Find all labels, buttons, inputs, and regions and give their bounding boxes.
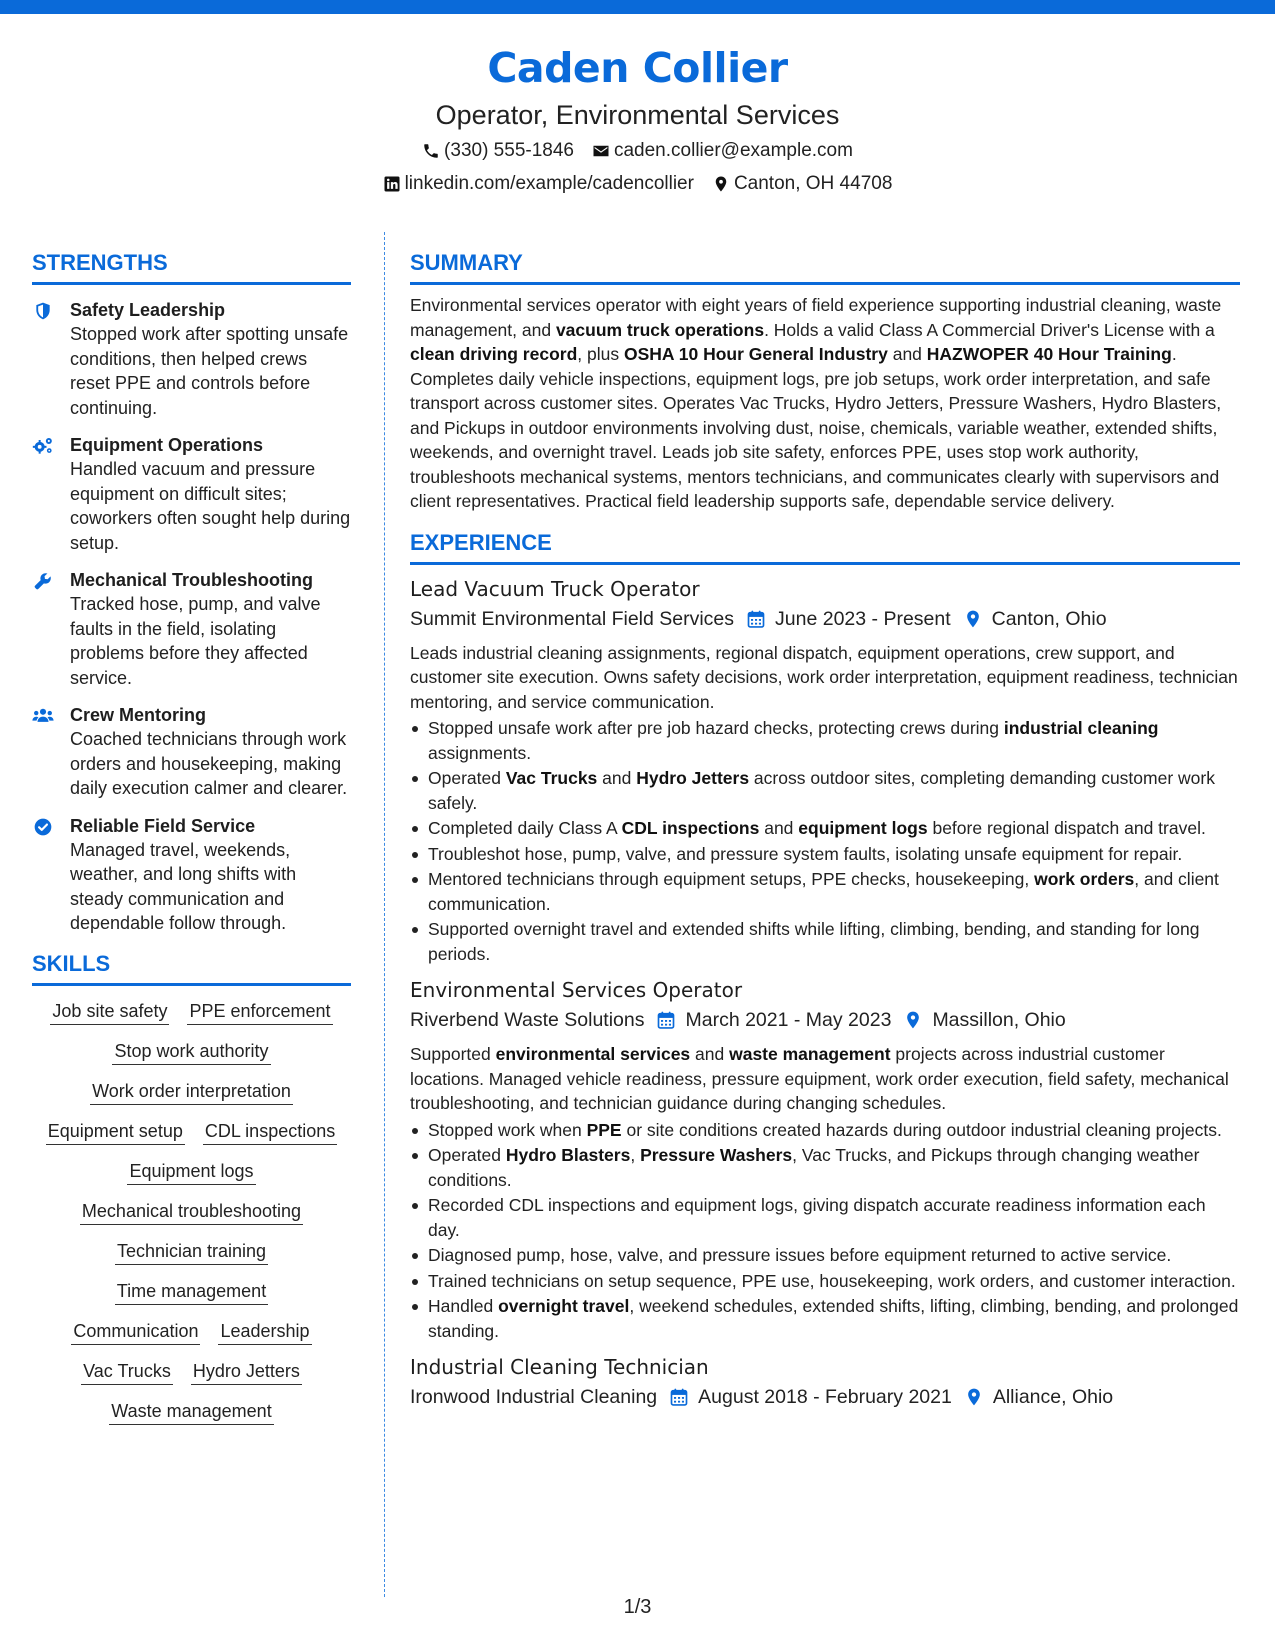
skill-row — [32, 1358, 351, 1385]
phone-text: (330) 555-1846 — [444, 140, 574, 161]
bullet-item: Supported overnight travel and extended shifts while lifting, climbing, bending, and standing for long periods. — [410, 917, 1240, 966]
calendar-icon — [669, 1387, 689, 1407]
job-description: Leads industrial cleaning assignments, regional dispatch, equipment operations, crew support, and customer site execution. Owns safety decisions, work order interpretation, equipment readiness, technician mentoring, and service communication. — [410, 642, 1238, 712]
strength-item — [32, 814, 351, 936]
summary-heading: SUMMARY — [410, 250, 523, 275]
bullet-item: Diagnosed pump, hose, valve, and pressure issues before equipment returned to active service. — [410, 1243, 1240, 1268]
strengths-list — [32, 298, 351, 936]
skills-rule — [32, 983, 351, 986]
location-text: Canton, OH 44708 — [733, 173, 893, 194]
strength-description: Tracked hose, pump, and valve faults in the field, isolating problems before they affected service. — [70, 594, 321, 688]
strength-item — [32, 703, 351, 801]
right-column — [410, 248, 1240, 1412]
skill-tag: Time management — [115, 1278, 268, 1305]
strengths-rule — [32, 282, 351, 285]
envelope-icon — [592, 142, 610, 160]
skill-row — [32, 1238, 351, 1265]
bullet-item: Recorded CDL inspections and equipment logs, giving dispatch accurate readiness information each day. — [410, 1193, 1240, 1242]
job-title: Industrial Cleaning Technician — [410, 1355, 709, 1379]
job-bullets — [410, 1118, 1240, 1344]
skill-tag: Equipment logs — [127, 1158, 255, 1185]
skill-row — [32, 1198, 351, 1225]
contact-row-2 — [0, 171, 1275, 197]
skill-tag: Equipment setup — [46, 1118, 185, 1145]
wrench-icon — [32, 568, 70, 690]
bullet-item: Completed daily Class A CDL inspections and equipment logs before regional dispatch and travel. — [410, 816, 1240, 841]
summary-rule — [410, 282, 1240, 285]
skill-tag: PPE enforcement — [187, 998, 332, 1025]
job-company: Riverbend Waste Solutions — [410, 1009, 645, 1031]
calendar-icon — [656, 1010, 676, 1030]
skill-row — [32, 998, 351, 1025]
strength-description: Managed travel, weekends, weather, and long shifts with steady communication and dependable follow through. — [70, 839, 297, 933]
job-title: Environmental Services Operator — [410, 978, 743, 1002]
strength-item — [32, 568, 351, 690]
job-location: Alliance, Ohio — [992, 1386, 1114, 1408]
skill-tag: Communication — [71, 1318, 200, 1345]
bullet-item: Stopped work when PPE or site conditions created hazards during outdoor industrial cleaning projects. — [410, 1118, 1240, 1143]
calendar-icon — [746, 609, 766, 629]
contact-email[interactable] — [592, 138, 853, 164]
strength-item — [32, 298, 351, 420]
check-circle-icon — [32, 814, 70, 936]
contact-row-1 — [0, 138, 1275, 164]
skill-row — [32, 1038, 351, 1065]
skill-tag: Hydro Jetters — [191, 1358, 302, 1385]
skills-list — [32, 998, 351, 1425]
experience-heading: EXPERIENCE — [410, 529, 552, 555]
map-pin-icon — [964, 1387, 984, 1407]
skill-row — [32, 1118, 351, 1145]
column-divider — [384, 232, 385, 1597]
strength-description: Coached technicians through work orders and housekeeping, making daily execution calmer and clearer. — [70, 729, 348, 798]
bullet-item: Trained technicians on setup sequence, PPE use, housekeeping, work orders, and customer interaction. — [410, 1269, 1240, 1294]
page-number: 1/3 — [623, 1596, 652, 1618]
skill-tag: CDL inspections — [203, 1118, 337, 1145]
skill-tag: Work order interpretation — [90, 1078, 293, 1105]
contact-phone — [422, 138, 574, 164]
job-location: Massillon, Ohio — [932, 1009, 1066, 1031]
bullet-item: Operated Vac Trucks and Hydro Jetters across outdoor sites, completing demanding customer work safely. — [410, 766, 1240, 815]
bullet-item: Handled overnight travel, weekend schedules, extended shifts, lifting, climbing, bending, and prolonged standing. — [410, 1294, 1240, 1343]
skills-heading: SKILLS — [32, 950, 111, 976]
summary-text: Environmental services operator with eight years of field experience supporting industrial cleaning, waste management, and vacuum truck operations. Holds a valid Class A Commercial Driver's License with a clean driving record, plus OSHA 10 Hour General Industry and HAZWOPER 40 Hour Training. Completes daily vehicle inspections, equipment logs, pre job setups, work order interpretation, and safe transport across customer sites. Operates Vac Trucks, Hydro Jetters, Pressure Washers, Hydro Blasters, and Pickups in outdoor environments involving dust, noise, chemicals, variable weather, extended shifts, weekends, and overnight travel. Leads job site safety, enforces PPE, uses stop work authority, troubleshoots mechanical systems, mentors technicians, and communicates clearly with supervisors and client representatives. Practical field leadership supports safe, dependable service delivery. — [410, 295, 1222, 511]
job-dates: March 2021 - May 2023 — [685, 1009, 892, 1031]
resume-header — [0, 40, 1275, 197]
candidate-title: Operator, Environmental Services — [435, 100, 840, 130]
skill-tag: Leadership — [218, 1318, 311, 1345]
experience-list — [410, 574, 1240, 1413]
strength-title: Mechanical Troubleshooting — [70, 570, 314, 590]
gears-icon — [32, 433, 70, 555]
map-pin-icon — [712, 175, 730, 193]
skill-tag: Job site safety — [50, 998, 169, 1025]
job-dates: August 2018 - February 2021 — [698, 1386, 952, 1408]
strengths-heading: STRENGTHS — [32, 250, 168, 275]
job-company: Ironwood Industrial Cleaning — [410, 1386, 658, 1408]
skill-tag: Vac Trucks — [81, 1358, 173, 1385]
bullet-item: Troubleshot hose, pump, valve, and pressure system faults, isolating unsafe equipment for repair. — [410, 842, 1240, 867]
phone-icon — [422, 142, 440, 160]
strength-title: Equipment Operations — [70, 435, 264, 455]
job-dates: June 2023 - Present — [775, 607, 951, 630]
strength-item — [32, 433, 351, 555]
skill-row — [32, 1278, 351, 1305]
job-description: Supported environmental services and waste management projects across industrial customer locations. Managed vehicle readiness, pressure equipment, work order execution, field safety, mechanical troubleshooting, and technician guidance during changing schedules. — [410, 1044, 1229, 1113]
job-location: Canton, Ohio — [991, 607, 1107, 630]
map-pin-icon — [903, 1010, 923, 1030]
strength-title: Crew Mentoring — [70, 705, 207, 725]
skill-row — [32, 1398, 351, 1425]
skill-row — [32, 1078, 351, 1105]
job-entry — [410, 574, 1240, 967]
skill-tag: Mechanical troubleshooting — [80, 1198, 303, 1225]
strength-title: Reliable Field Service — [70, 815, 256, 836]
job-company: Summit Environmental Field Services — [410, 607, 735, 630]
job-meta — [410, 1005, 1240, 1035]
job-entry — [410, 1352, 1240, 1412]
job-bullets — [410, 716, 1240, 966]
bullet-item: Stopped unsafe work after pre job hazard checks, protecting crews during industrial cleaning assignments. — [410, 716, 1240, 765]
bullet-item: Mentored technicians through equipment setups, PPE checks, housekeeping, work orders, and client communication. — [410, 867, 1240, 916]
skill-row — [32, 1158, 351, 1185]
top-accent-bar — [0, 0, 1275, 14]
job-meta — [410, 1382, 1240, 1412]
left-column — [32, 248, 351, 1438]
experience-rule — [410, 562, 1240, 565]
strength-description: Handled vacuum and pressure equipment on difficult sites; coworkers often sought help during setup. — [70, 459, 351, 553]
shield-icon — [32, 298, 70, 420]
candidate-name: Caden Collier — [487, 44, 788, 92]
linkedin-icon — [383, 175, 401, 193]
job-title: Lead Vacuum Truck Operator — [410, 576, 700, 601]
bullet-item: Operated Hydro Blasters, Pressure Washers, Vac Trucks, and Pickups through changing weather conditions. — [410, 1143, 1240, 1192]
skill-tag: Stop work authority — [112, 1038, 270, 1065]
job-meta — [410, 604, 1240, 634]
contact-location — [712, 171, 892, 197]
strength-title: Safety Leadership — [70, 300, 226, 320]
contact-linkedin[interactable] — [383, 171, 694, 197]
linkedin-text: linkedin.com/example/cadencollier — [404, 173, 694, 194]
job-entry — [410, 975, 1240, 1343]
skill-tag: Waste management — [109, 1398, 273, 1425]
skill-row — [32, 1318, 351, 1345]
email-text: caden.collier@example.com — [613, 140, 853, 161]
skill-tag: Technician training — [115, 1238, 268, 1265]
map-pin-icon — [963, 609, 983, 629]
users-icon — [32, 703, 70, 801]
strength-description: Stopped work after spotting unsafe conditions, then helped crews reset PPE and controls before continuing. — [70, 324, 349, 418]
